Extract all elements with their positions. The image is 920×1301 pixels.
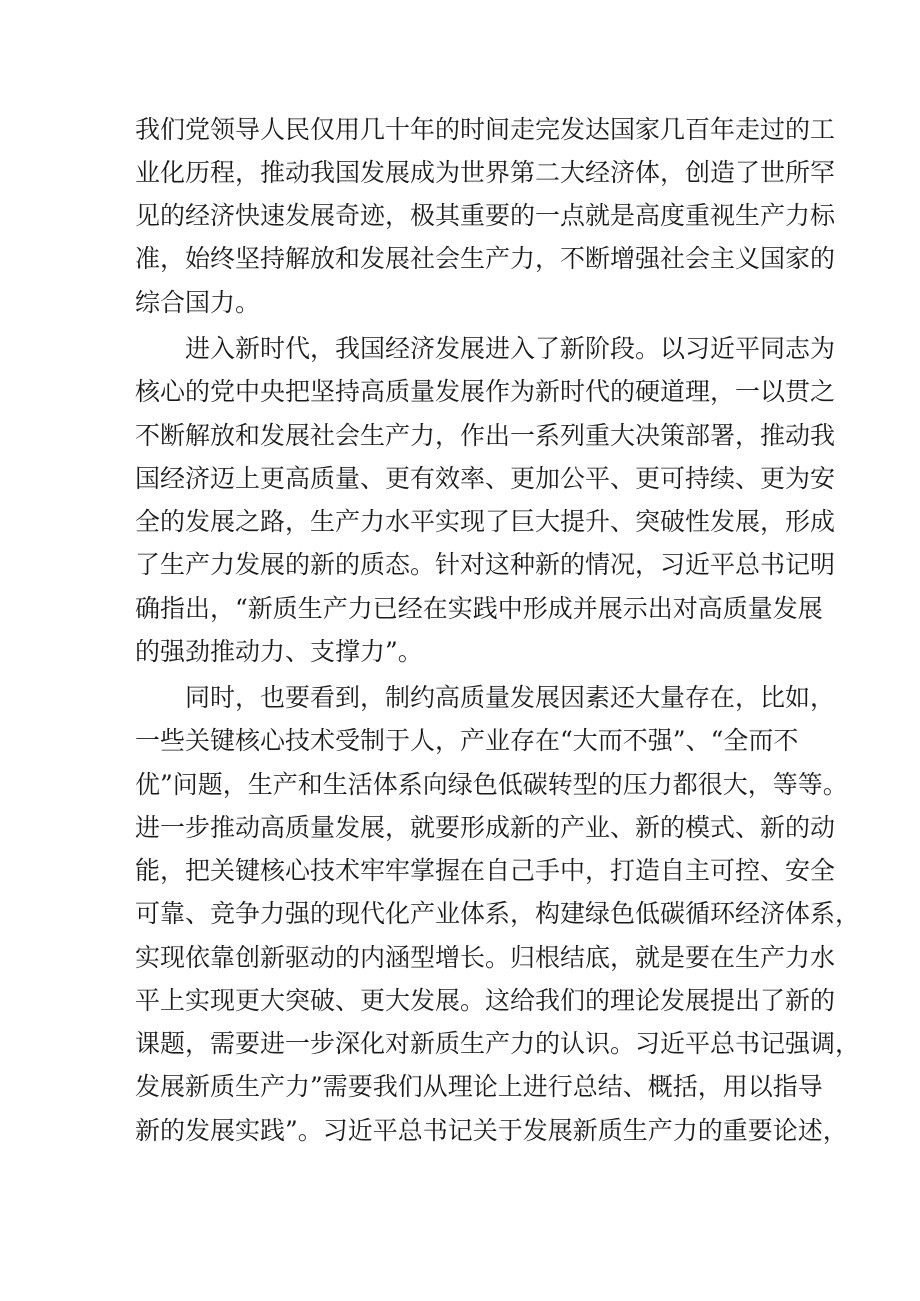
text-line: 综合国力。 [135,288,261,317]
text-line: 国经济迈上更高质量、更有效率、更加公平、更可持续、更为安 [135,464,836,493]
text-line: 的强劲推动力、支撑力”。 [135,637,423,666]
text-line: 全的发展之路，生产力水平实现了巨大提升、突破性发展，形成 [135,507,836,536]
text-line: 课题，需要进一步深化对新质生产力的认识。习近平总书记强调， [135,1029,861,1058]
text-line: 进入新时代，我国经济发展进入了新阶段。以习近平同志为 [185,334,836,363]
text-line: 平上实现更大突破、更大发展。这给我们的理论发展提出了新的 [135,986,836,1015]
text-line: 业化历程，推动我国发展成为世界第二大经济体，创造了世所罕 [135,158,836,187]
text-line: 可靠、竞争力强的现代化产业体系，构建绿色低碳循环经济体系， [135,899,861,928]
text-line: 准，始终坚持解放和发展社会生产力，不断增强社会主义国家的 [135,244,836,273]
text-line: 核心的党中央把坚持高质量发展作为新时代的硬道理，一以贯之 [135,377,836,406]
text-line: 进一步推动高质量发展，就要形成新的产业、新的模式、新的动 [135,813,836,842]
text-line: 同时，也要看到，制约高质量发展因素还大量存在，比如， [185,683,836,712]
text-line: 我们党领导人民仅用几十年的时间走完发达国家几百年走过的工 [135,115,836,144]
text-line: 不断解放和发展社会生产力，作出一系列重大决策部署，推动我 [135,421,836,450]
text-line: 见的经济快速发展奇迹，极其重要的一点就是高度重视生产力标 [135,201,836,230]
text-line: 发展新质生产力”需要我们从理论上进行总结、概括，用以指导 [135,1072,823,1101]
text-line: 优”问题，生产和生活体系向绿色低碳转型的压力都很大，等等。 [135,770,848,799]
text-line: 确指出，“新质生产力已经在实践中形成并展示出对高质量发展 [135,594,823,623]
text-line: 能，把关键核心技术牢牢掌握在自己手中，打造自主可控、安全 [135,856,836,885]
text-line: 新的发展实践”。习近平总书记关于发展新质生产力的重要论述， [135,1116,848,1145]
text-line: 实现依靠创新驱动的内涵型增长。归根结底，就是要在生产力水 [135,943,836,972]
text-line: 一些关键核心技术受制于人，产业存在“大而不强”、“全而不 [135,726,799,755]
text-line: 了生产力发展的新的质态。针对这种新的情况，习近平总书记明 [135,550,836,579]
